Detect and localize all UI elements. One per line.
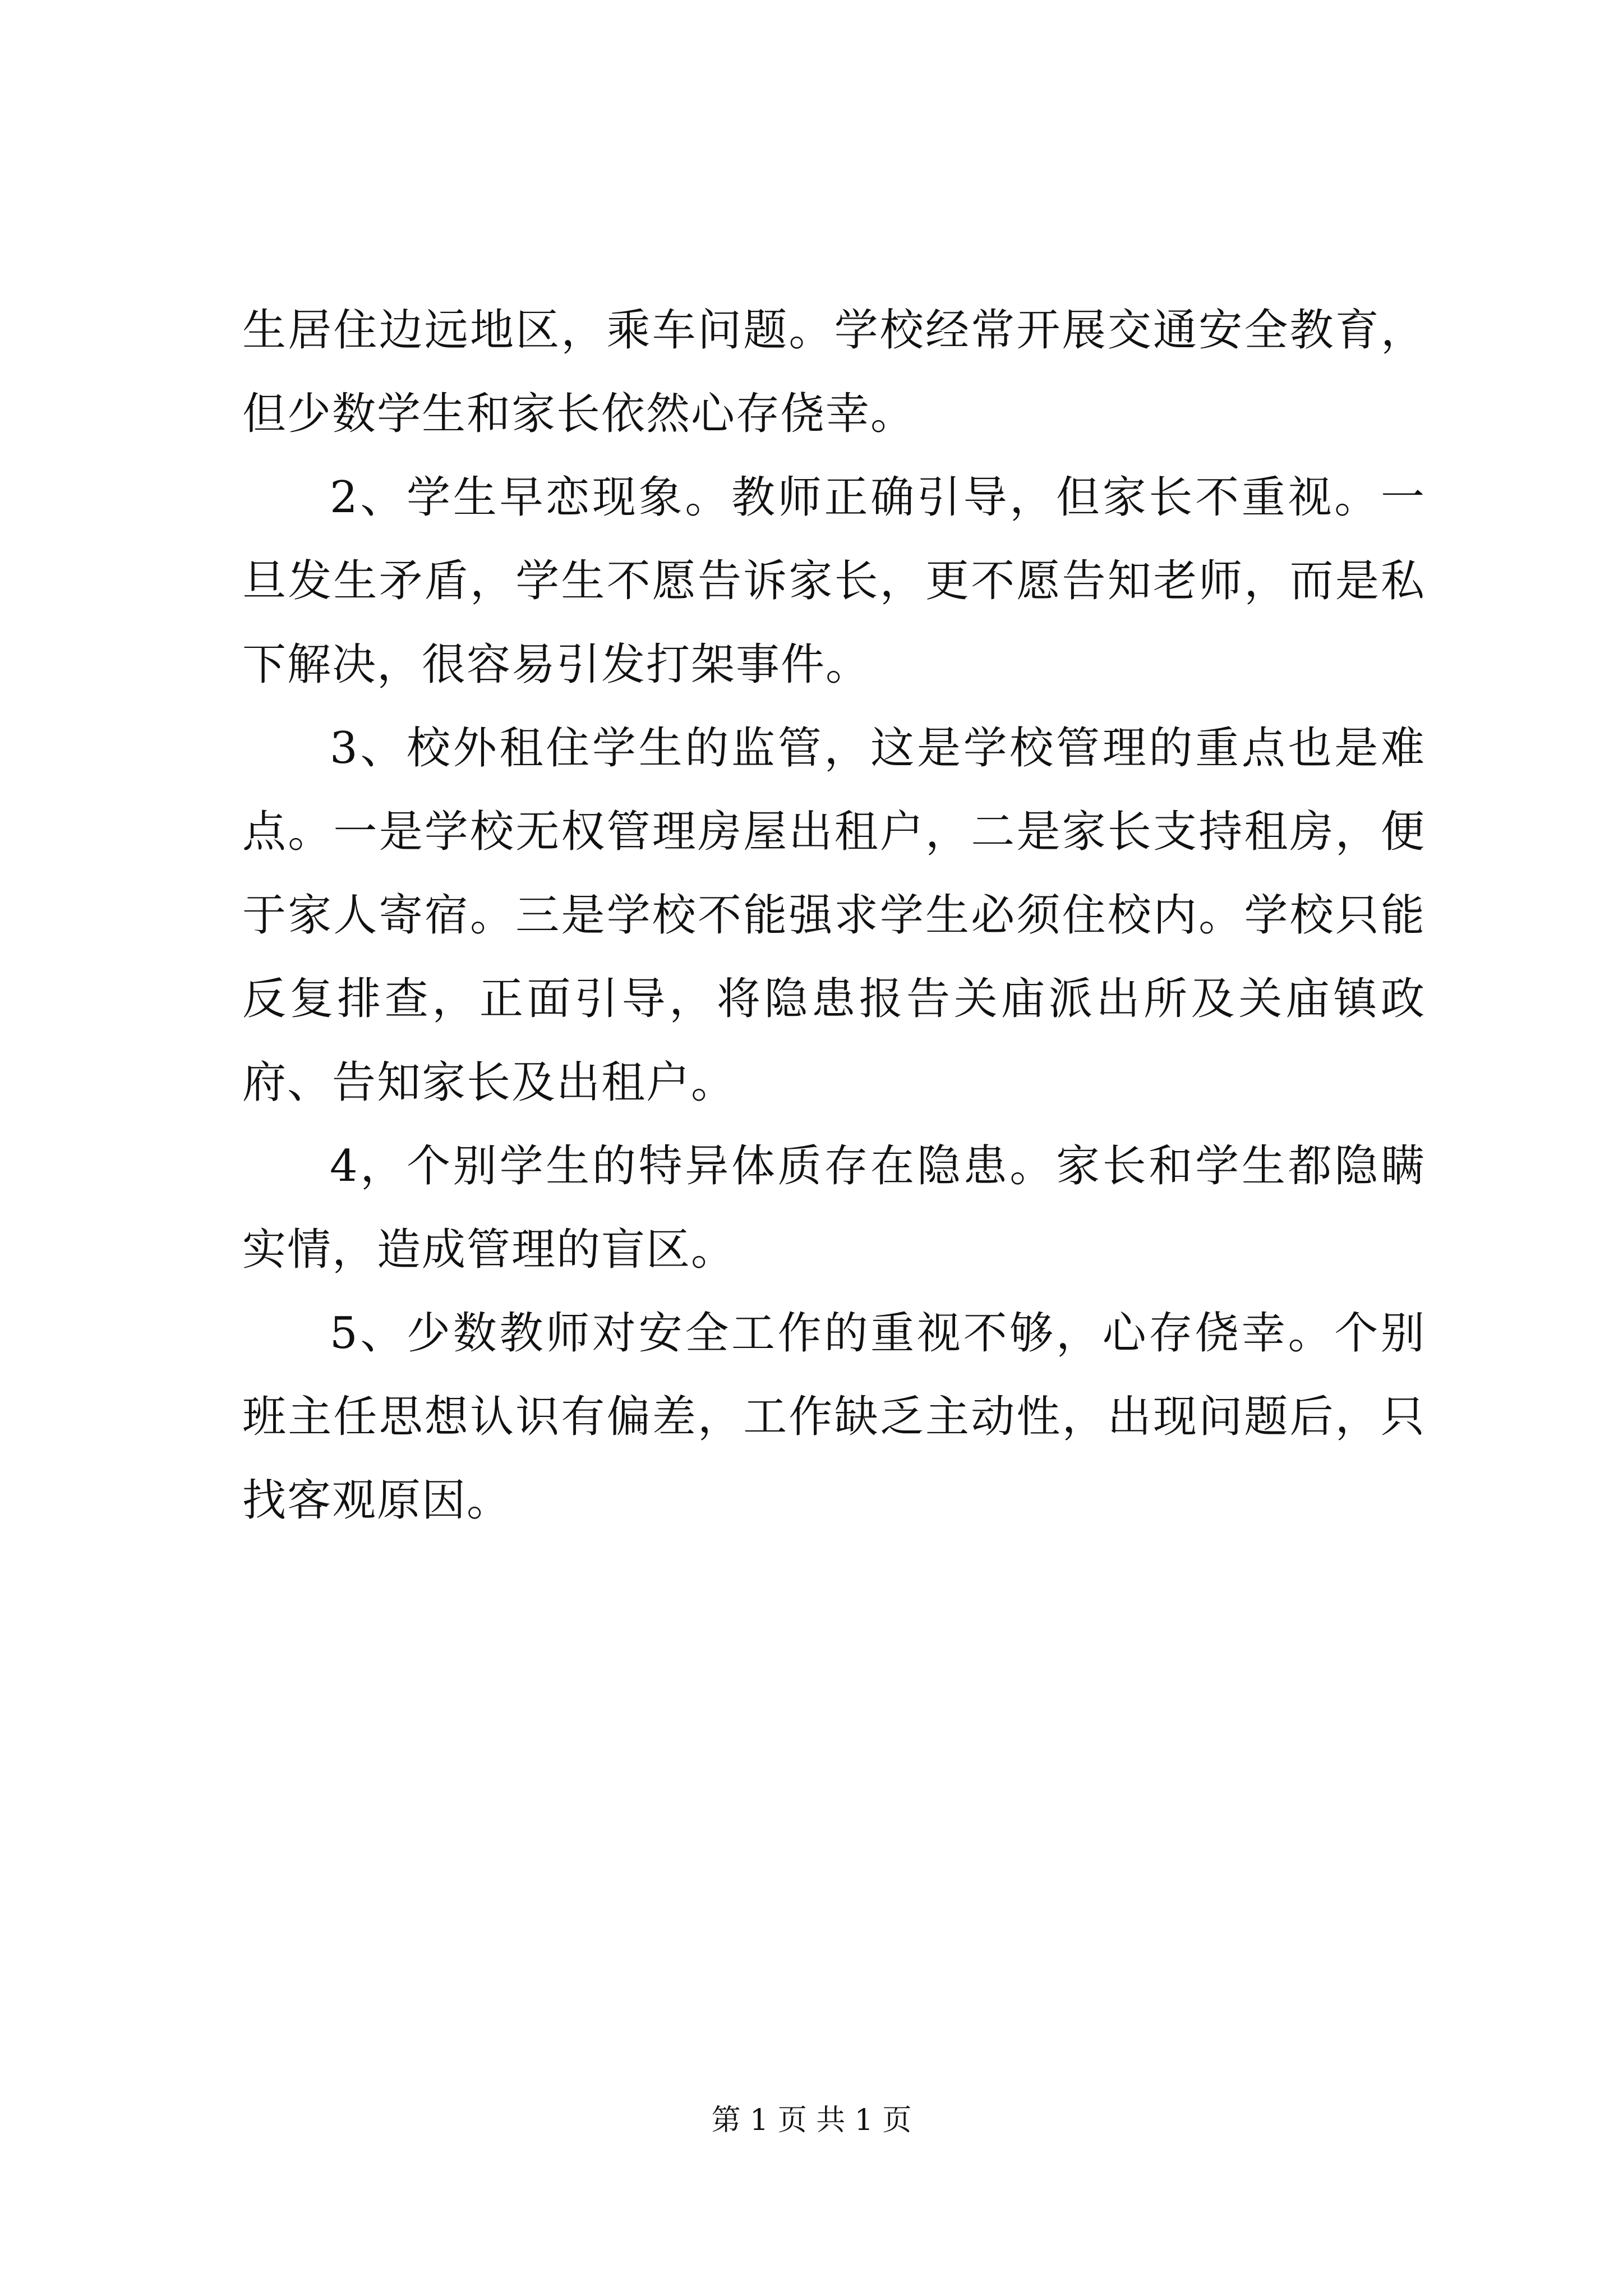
paragraph-item-3: 3、校外租住学生的监管，这是学校管理的重点也是难点。一是学校无权管理房屋出租户，二是家长支持租房，便于家人寄宿。三是学校不能强求学生必须住校内。学校只能反复排查，正面引导，将隐患报告关庙派出所及关庙镇政府、告知家长及出租户。 xyxy=(242,723,1426,1108)
paragraph-item-5: 5、少数教师对安全工作的重视不够，心存侥幸。个别班主任思想认识有偏差，工作缺乏主动性，出现问题后，只找客观原因。 xyxy=(242,1308,1426,1526)
document-body xyxy=(242,289,1426,1543)
paragraph-item-2: 2、学生早恋现象。教师正确引导，但家长不重视。一旦发生矛盾，学生不愿告诉家长，更不愿告知老师，而是私下解决，很容易引发打架事件。 xyxy=(242,472,1426,690)
paragraph-continuation: 生居住边远地区，乘车问题。学校经常开展交通安全教育，但少数学生和家长依然心存侥幸。 xyxy=(242,305,1426,439)
page-footer xyxy=(0,2104,1623,2137)
page-number-label: 第 1 页 共 1 页 xyxy=(711,2104,912,2137)
paragraph-item-4: 4，个别学生的特异体质存在隐患。家长和学生都隐瞒实情，造成管理的盲区。 xyxy=(242,1141,1426,1275)
